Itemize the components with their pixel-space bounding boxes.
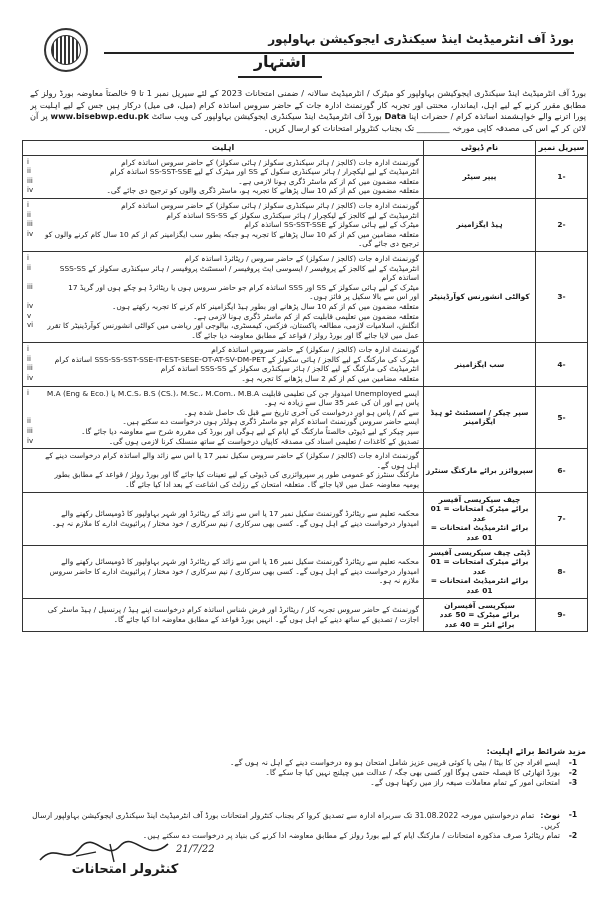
additional-conditions: [30, 746, 586, 788]
eligibility-text: انٹرمیڈیٹ کے لیے کالجز کے لیکچرار / ہائر سیکنڈری سکولز کے SS-SS اساتذہ کرام: [166, 210, 419, 220]
eligibility-number: [27, 408, 43, 418]
row-post-quota: برائے میٹرک امتحانات = 01 عدد: [430, 557, 529, 576]
condition-number: -2: [568, 768, 578, 777]
row-eligibility: [23, 155, 424, 198]
eligibility-number: [27, 509, 43, 528]
row-eligibility: [23, 598, 424, 632]
eligibility-line: [27, 557, 419, 586]
eligibility-text: اور اس سے بالا سکیل پر فائز ہوں۔: [309, 292, 419, 302]
row-post-name: ڈپٹی چیف سیکریسی آفیسر: [429, 547, 530, 557]
eligibility-text: محکمہ تعلیم سے ریٹائرڈ گورنمنٹ سکیل نمبر 17 یا اس سے زائد کے ریٹائرڈ اور شہر بہاولپور کا ڈومیسائل رکھنے والے امیدوار درخواست دینے کے اہل ہوں گے۔ کسی بھی سرکاری / نیم سرکاری / خود مختار / پرائیویٹ ادارے کا ملازم نہ ہو۔: [51, 508, 419, 528]
note-number: -1: [568, 810, 578, 819]
row-serial: -4: [536, 343, 588, 386]
row-serial: -7: [536, 492, 588, 545]
row-post: [424, 198, 536, 251]
eligibility-line: [27, 417, 419, 427]
eligibility-line: [27, 220, 419, 230]
eligibility-line: [27, 158, 419, 168]
eligibility-number: iii: [27, 427, 33, 436]
eligibility-text: میٹرک کے لیے ہائی سکولز کے SS-SST-SSE اساتذہ کرام: [244, 220, 419, 230]
row-post-name: سپروائزر برائے مارکنگ سنٹرز: [425, 465, 533, 475]
intro-paragraph: [30, 88, 586, 136]
row-post-quota: برائے میٹرک = 50 عدد: [439, 610, 520, 620]
row-post-name: ہیڈ ایگزامینر: [456, 220, 503, 230]
eligibility-text: انٹرمیڈیٹ کے لیے لیکچرار / ہائر سیکنڈری سکول کے SS اور میٹرک کے لیے SS-SST-SSE اساتذہ کرام: [110, 167, 419, 177]
eligibility-number: iii: [27, 220, 33, 229]
row-eligibility: [23, 251, 424, 342]
signature-date: 21/7/22: [176, 844, 215, 855]
eligibility-line: [27, 427, 419, 437]
eligibility-number: [27, 605, 43, 624]
table-row: [23, 545, 588, 598]
eligibility-text: ایسے Unemployed امیدوار جن کی تعلیمی قابلیت M.C.S، B.S (CS.)، M.Sc.، M.Com.، M.B.A یا M.A (Eng & Eco.) پاس ہے اور ان کی عمر 35 سال سے زیادہ نہ ہو۔: [46, 388, 419, 408]
eligibility-text: گورنمنٹ ادارہ جات (کالجز / سکولز) کے حاضر سروس سکیل نمبر 17 یا اس سے زائد والے اساتذہ کرام درخواست دینے کے اہل ہوں گے۔: [45, 451, 419, 470]
eligibility-line: [27, 374, 419, 384]
eligibility-number: iv: [27, 374, 34, 383]
table-row: [23, 343, 588, 386]
row-post: [424, 251, 536, 342]
row-post-name: سپر چیکر / اسسٹنٹ ٹو ہیڈ ایگزامینر: [430, 407, 529, 427]
eligibility-line: [27, 254, 419, 264]
eligibility-number: v: [27, 311, 32, 320]
controller-signature: [36, 838, 216, 888]
condition-number: -1: [568, 758, 578, 767]
eligibility-line: [27, 408, 419, 418]
condition-item: [30, 778, 586, 788]
row-post-name: پیپر سیٹر: [462, 171, 497, 181]
row-serial: -5: [536, 386, 588, 449]
note-body: تمام ریٹائرڈ صرف مذکورہ امتحانات / مارکنگ ایام کے لیے بورڈ رولز کے مطابق معاوضہ ادا کرنے کی بنیاد پر درخواست دے سکتے ہیں۔: [142, 831, 560, 840]
row-post: [424, 598, 536, 632]
row-post-quota: برائے انٹر = 40 عدد: [444, 619, 515, 629]
intro-data-word: Data: [384, 111, 407, 121]
eligibility-text: انٹرمیڈیٹ کے لیے کالجز کے پروفیسر / ایسوسی ایٹ پروفیسر / اسسٹنٹ پروفیسر / ہائر سیکنڈری سکولز کے SSS-SS اساتذہ کرام: [59, 263, 419, 283]
eligibility-text: گورنمنٹ ادارہ جات (کالجز / سکولز) کے حاضر سروس اساتذہ کرام: [211, 345, 419, 355]
condition-text: بورڈ اتھارٹی کا فیصلہ حتمی ہوگا اور کسی بھی جگہ / عدالت میں چیلنج نہیں کیا جا سکے گا۔: [265, 768, 560, 777]
row-post-name: سیکریسی آفیسران: [444, 600, 515, 610]
eligibility-text: متعلقہ مضمون میں تعلیمی قابلیت کم از کم ماسٹر ڈگری ہونا لازمی ہے۔: [193, 311, 419, 321]
eligibility-number: iii: [27, 364, 33, 373]
eligibility-number: iii: [27, 176, 33, 185]
intro-text-b: بورڈ آف انٹرمیڈیٹ اینڈ سیکنڈری ایجوکیشن بہاولپور کی ویب سائٹ: [151, 111, 382, 121]
eligibility-text: مارکنگ سنٹرز کو عمومی طور پر سپروائزری کی ڈیوٹی کے لیے تعینات کیا جائے گا اور بورڈ رولز / قواعد کے مطابق بطور یومیہ معاوضہ عمل میں لایا جائے گا۔ متعلقہ امتحان کے رزلٹ کی اشاعت کے بعد ادا کیا جائے گا۔: [54, 470, 419, 489]
table-row: [23, 598, 588, 632]
eligibility-number: ii: [27, 417, 31, 426]
row-post: [424, 155, 536, 198]
note-number: -2: [568, 831, 578, 840]
eligibility-line: [27, 364, 419, 374]
condition-number: -3: [568, 778, 578, 787]
eligibility-text: گورنمنٹ ادارہ جات (کالجز / سکولز) کے حاضر سروس / ریٹائرڈ اساتذہ کرام: [184, 253, 419, 263]
eligibility-text: سے کم / پاس ہو اور درخواست کی آخری تاریخ سے قبل تک حاصل شدہ ہو۔: [183, 407, 419, 417]
eligibility-line: [27, 321, 419, 340]
eligibility-line: [27, 437, 419, 447]
eligibility-line: [27, 509, 419, 528]
eligibility-text: متعلقہ مضمون میں کم از کم 10 سال پڑھانے اور بطور ہیڈ ایگزامینر کام کرنے کا تجربہ رکھتے ہوں۔: [112, 301, 419, 311]
eligibility-line: [27, 355, 419, 365]
eligibility-number: [27, 557, 43, 586]
row-serial: -1: [536, 155, 588, 198]
table-row: [23, 386, 588, 449]
eligibility-text: میٹرک کی مارکنگ کے لیے کالجز / ہائی سکولز کے SSS-SS-SST-SSE-IT-EST-SESE-OT-AT-SV-DM-PET اساتذہ کرام: [54, 354, 419, 364]
row-post-name: چیف سیکریسی آفیسر: [438, 494, 521, 504]
eligibility-number: i: [27, 388, 29, 397]
table-row: [23, 251, 588, 342]
condition-item: [30, 758, 586, 768]
table-row: [23, 198, 588, 251]
condition-text: ایسے افراد جن کا بیٹا / بیٹی یا کوئی قریبی عزیز شامل امتحان ہو وہ درخواست دینے کے اہل نہ ہوں گے۔: [229, 758, 560, 767]
eligibility-number: ii: [27, 210, 31, 219]
eligibility-number: [27, 292, 43, 302]
eligibility-number: iv: [27, 436, 34, 445]
eligibility-text: تصدیق کے کاغذات / تعلیمی اسناد کی مصدقہ کاپیاں درخواست کے ساتھ منسلک کرنا لازمی ہوں گی۔: [108, 436, 419, 446]
eligibility-number: i: [27, 253, 29, 262]
row-serial: -3: [536, 251, 588, 342]
row-post: [424, 449, 536, 492]
note-body: تمام درخواستیں مورخہ 31.08.2022 تک سربراہ ادارہ سے تصدیق کروا کر بجناب کنٹرولر امتحانات بورڈ آف انٹرمیڈیٹ اینڈ سیکنڈری ایجوکیشن بہاولپور ارسال کریں۔: [32, 811, 560, 830]
eligibility-text: متعلقہ مضامین میں کم از کم 2 سال پڑھانے کا تجربہ ہو۔: [241, 374, 419, 384]
eligibility-line: [27, 470, 419, 489]
header-post: نام ڈیوٹی: [424, 141, 536, 156]
eligibility-number: ii: [27, 263, 31, 272]
table-row: [23, 492, 588, 545]
eligibility-number: [27, 470, 43, 489]
table-header-row: [23, 141, 588, 156]
eligibility-line: [27, 451, 419, 470]
row-eligibility: [23, 492, 424, 545]
intro-text-a: بورڈ آف انٹرمیڈیٹ اینڈ سیکنڈری ایجوکیشن بہاولپور کو میٹرک / انٹرمیڈیٹ سالانہ / ضمنی امتحانات 2023 کے لئے سیریل نمبر 1 تا 9 خالصتاً معاوضہ بورڈ رولز کے مطابق مقرر کرنے کے لیے اہل، ایماندار، محنتی اور تجربہ کار گورنمنٹ ادارہ جات کے حاضر سروس اساتذہ کرام (میل، فی میل) درکار ہیں جس کے لیے اہلیت پر پورا اترنے والے خواہشمند اساتذہ کرام / حضرات اپنا: [30, 88, 586, 121]
row-eligibility: [23, 449, 424, 492]
document-title: اشتہار: [253, 52, 307, 71]
eligibility-text: متعلقہ مضامین میں کم از کم 10 سال پڑھانے کا تجربہ ہو جبکہ بطور سب ایگزامینر کم از کم 10 سال کام کرنے والوں کو ترجیح دی جائے گی۔: [44, 229, 419, 249]
website-link[interactable]: www.bisebwp.edu.pk: [50, 111, 149, 121]
row-eligibility: [23, 545, 424, 598]
header-serial: سیریل نمبر: [536, 141, 588, 156]
eligibility-number: ii: [27, 167, 31, 176]
eligibility-line: [27, 605, 419, 624]
eligibility-text: گورنمنٹ کے حاضر سروس تجربہ کار / ریٹائرڈ اور فرض شناس اساتذہ کرام درخواست اپنے ہیڈ / پرنسپل / ہیڈ ماسٹر کی اجازت / تصدیق کے ساتھ دینے کے اہل ہوں گے۔ انہیں بورڈ قواعد کے مطابق معاوضہ ادا کیا جائے گا۔: [47, 605, 419, 624]
eligibility-number: iv: [27, 186, 34, 195]
row-post: [424, 492, 536, 545]
eligibility-line: [27, 345, 419, 355]
eligibility-line: [27, 177, 419, 187]
eligibility-text: محکمہ تعلیم سے ریٹائرڈ گورنمنٹ سکیل نمبر 16 یا اس سے زائد کے ریٹائرڈ اور شہر بہاولپور کا ڈومیسائل رکھنے والے امیدوار درخواست دینے کے اہل ہوں گے۔ کسی بھی سرکاری / نیم سرکاری / خود مختار / پرائیویٹ ادارے کا حاضر سروس ملازم نہ ہو۔: [49, 557, 419, 586]
eligibility-line: [27, 186, 419, 196]
signature-title: کنٹرولر امتحانات: [71, 862, 179, 877]
row-serial: -8: [536, 545, 588, 598]
board-name: بورڈ آف انٹرمیڈیٹ اینڈ سیکنڈری ایجوکیشن بہاولپور: [268, 32, 574, 46]
eligibility-number: i: [27, 200, 29, 209]
eligibility-number: ii: [27, 354, 31, 363]
eligibility-line: [27, 389, 419, 408]
posts-table: [22, 140, 588, 632]
row-post-quota: برائے انٹرمیڈیٹ امتحانات = 01 عدد: [430, 576, 529, 595]
eligibility-text: ایسے حاضر سروس گورنمنٹ اساتذہ کرام جو ماسٹر ڈگری ہولڈر ہوں درخواست دے سکتے ہیں۔: [122, 417, 419, 427]
eligibility-line: [27, 211, 419, 221]
title-underline: [238, 76, 322, 78]
eligibility-number: iv: [27, 301, 34, 310]
eligibility-number: vi: [27, 321, 34, 330]
eligibility-number: [27, 451, 43, 470]
row-post-name: سب ایگزامینر: [454, 359, 505, 369]
note-section: [30, 810, 586, 841]
header-divider: [104, 52, 574, 54]
condition-text: امتحانی امور کے تمام معاملات صیغہ راز میں رکھنا ہوں گے۔: [370, 778, 560, 787]
header-eligibility: اہلیت: [23, 141, 424, 156]
note-text: [30, 810, 560, 831]
eligibility-text: انٹرمیڈیٹ کی مارکنگ کے لیے کالجز / ہائر سیکنڈری سکولز کے SSS-SS اساتذہ کرام: [160, 364, 419, 374]
row-post: [424, 343, 536, 386]
eligibility-text: گورنمنٹ ادارہ جات (کالجز / ہائر سیکنڈری سکولز / ہائی سکولز) کے حاضر سروس اساتذہ کرام: [121, 200, 419, 210]
eligibility-number: i: [27, 345, 29, 354]
eligibility-text: گورنمنٹ ادارہ جات (کالجز / ہائر سیکنڈری سکولز / ہائی سکولز) کے حاضر سروس اساتذہ کرام: [121, 157, 419, 167]
eligibility-text: متعلقہ مضمون میں کم از کم ماسٹر ڈگری ہونا لازمی ہے۔: [238, 176, 419, 186]
eligibility-text: متعلقہ مضمون میں کم از کم 10 سال پڑھانے کا تجربہ ہو، ماسٹر ڈگری والوں کو ترجیح دی جائے گی۔: [106, 186, 419, 196]
row-serial: -2: [536, 198, 588, 251]
intro-text-c: پر آن لائن کر کے اس کی مصدقہ کاپی مورخہ ________ تک بجناب کنٹرولر امتحانات کو ارسال کریں۔: [30, 111, 586, 133]
row-post-quota: برائے انٹرمیڈیٹ امتحانات = 01 عدد: [430, 523, 529, 542]
eligibility-line: [27, 312, 419, 322]
row-post-name: کوالٹی انشورنس کوآرڈینیٹر: [429, 292, 530, 302]
row-post: [424, 545, 536, 598]
table-row: [23, 155, 588, 198]
eligibility-text: انگلش، اسلامیات لازمی، مطالعہ پاکستان، فزکس، کیمسٹری، بیالوجی اور ریاضی میں کوالٹی انشورنس کوآرڈینیٹر کا تقرر عمل میں لایا جائے گا اور بورڈ رولز / قواعد کے مطابق معاوضہ دیا جائے گا۔: [47, 321, 419, 340]
row-serial: -9: [536, 598, 588, 632]
eligibility-line: [27, 201, 419, 211]
eligibility-line: [27, 292, 419, 302]
note-item: [30, 810, 586, 831]
eligibility-line: [27, 167, 419, 177]
eligibility-line: [27, 283, 419, 293]
additional-conditions-title: مزید شرائط برائے اہلیت:: [486, 746, 586, 756]
eligibility-line: [27, 230, 419, 249]
board-seal-icon: [44, 28, 88, 72]
eligibility-text: سپر چیکر کے لیے ڈیوٹی خالصتاً مارکنگ کے ایام کے لیے ہوگی اور بورڈ کی مقررہ شرح سے معاوضہ دیا جائے گا۔: [81, 427, 419, 437]
eligibility-number: iii: [27, 282, 33, 291]
row-eligibility: [23, 343, 424, 386]
eligibility-line: [27, 302, 419, 312]
eligibility-number: i: [27, 157, 29, 166]
row-eligibility: [23, 198, 424, 251]
row-post-quota: برائے میٹرک امتحانات = 01 عدد: [430, 504, 529, 523]
eligibility-text: میٹرک کے لیے ہائی سکولز کے SS اور SSS اساتذہ کرام جو حاضر سروس ہوں یا ریٹائرڈ ہو چکے ہوں اور گریڈ 17: [68, 282, 419, 292]
note-label: نوٹ:: [540, 810, 560, 820]
row-eligibility: [23, 386, 424, 449]
eligibility-line: [27, 264, 419, 283]
condition-item: [30, 768, 586, 778]
row-post: [424, 386, 536, 449]
row-serial: -6: [536, 449, 588, 492]
table-row: [23, 449, 588, 492]
eligibility-number: iv: [27, 229, 34, 238]
